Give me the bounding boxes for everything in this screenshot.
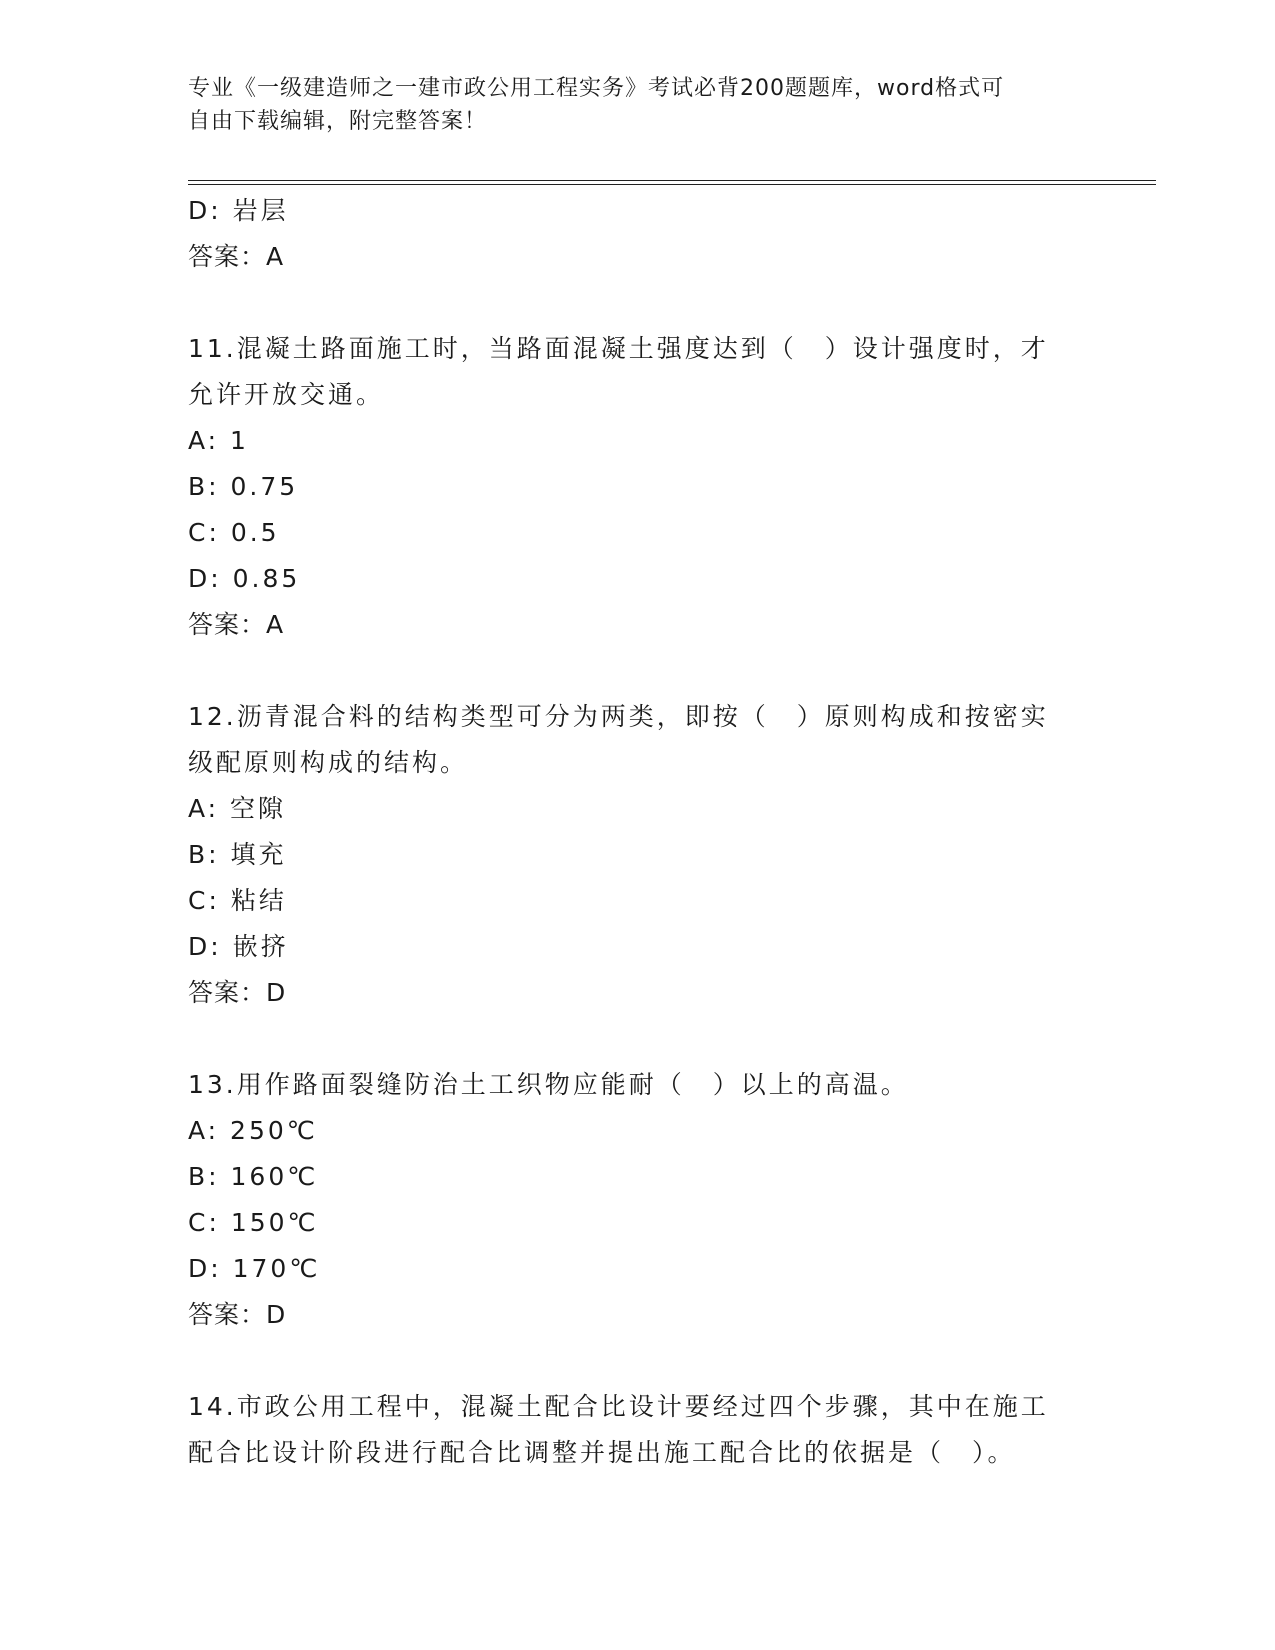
- option-c: C: 150℃: [188, 1208, 319, 1237]
- option-b: B: 0.75: [188, 472, 299, 501]
- question-text: 12.沥青混合料的结构类型可分为两类，即按（ ）原则构成和按密实: [188, 702, 1049, 731]
- header-line-1: 专业《一级建造师之一建市政公用工程实务》考试必背200题题库，word格式可: [188, 76, 1005, 101]
- spacer: [188, 1338, 1088, 1384]
- option-b: B: 160℃: [188, 1162, 319, 1191]
- answer-line: 答案：D: [188, 978, 287, 1007]
- header-divider-top: [188, 180, 1156, 181]
- question-11: [188, 326, 1088, 648]
- option-a: A: 1: [188, 426, 249, 455]
- option-d: D: 0.85: [188, 564, 301, 593]
- header-line-2: 自由下载编辑，附完整答案！: [188, 109, 488, 134]
- spacer: [188, 1016, 1088, 1062]
- question-text: 允许开放交通。: [188, 380, 385, 409]
- answer-line: 答案：A: [188, 610, 285, 639]
- spacer: [188, 280, 1088, 326]
- option-d: D: 170℃: [188, 1254, 321, 1283]
- option-c: C: 0.5: [188, 518, 280, 547]
- question-text: 配合比设计阶段进行配合比调整并提出施工配合比的依据是（ ）。: [188, 1438, 1016, 1467]
- question-text: 14.市政公用工程中，混凝土配合比设计要经过四个步骤，其中在施工: [188, 1392, 1049, 1421]
- document-header: [188, 72, 1088, 138]
- question-text: 级配原则构成的结构。: [188, 748, 469, 777]
- answer-line: 答案：D: [188, 1300, 287, 1329]
- question-text: 11.混凝土路面施工时，当路面混凝土强度达到（ ）设计强度时，才: [188, 334, 1049, 363]
- option-d: D: 嵌挤: [188, 932, 289, 961]
- question-14: [188, 1384, 1088, 1476]
- question-12: [188, 694, 1088, 1016]
- option-a: A: 250℃: [188, 1116, 318, 1145]
- header-divider-bottom: [188, 184, 1156, 185]
- option-b: B: 填充: [188, 840, 287, 869]
- option-c: C: 粘结: [188, 886, 287, 915]
- option-a: A: 空隙: [188, 794, 287, 823]
- answer-line: 答案：A: [188, 242, 285, 271]
- question-text: 13.用作路面裂缝防治土工织物应能耐（ ）以上的高温。: [188, 1070, 909, 1099]
- question-13: [188, 1062, 1088, 1338]
- question-list: [188, 188, 1088, 1476]
- option-d: D: 岩层: [188, 196, 289, 225]
- spacer: [188, 648, 1088, 694]
